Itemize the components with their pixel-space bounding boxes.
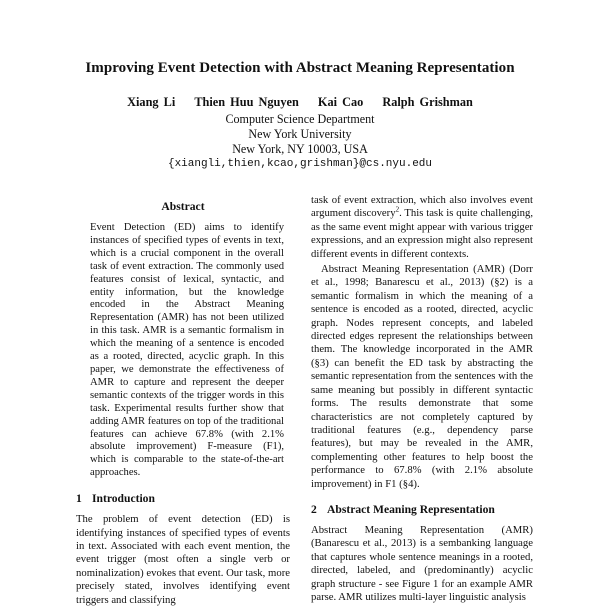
right-column [311, 194, 533, 604]
author-list [0, 95, 600, 110]
paragraph-amr-intro: Abstract Meaning Representation (AMR) (Dorr et al., 1998; Banarescu et al., 2013) (§2) is a semantic formalism in which the meaning of a sentence is encoded as a rooted, directed, acyclic graph. Nodes represent concepts, and labeled directed edges represent the relationships between them. The knowledge incorporated in the AMR (§3) can benefit the ED task by abstracting the semantic representation from the sentences with the same meaning but possibly in different syntactic forms. The results demonstrate that some characteristics are not completely captured by traditional features (e.g., dependency parse features), but may be revealed in the AMR, complementing other features to help boost the performance to 67.8% (with 2.1% absolute improvement) in F1 (§4). [311, 263, 533, 490]
section-title: Introduction [92, 492, 155, 506]
section-number: 1 [76, 492, 82, 506]
section-heading-introduction [76, 492, 290, 505]
affiliation-email: {xiangli,thien,kcao,grishman}@cs.nyu.edu [167, 158, 433, 170]
paragraph-event-extraction [311, 194, 533, 261]
section-number: 2 [311, 502, 317, 516]
section-heading-amr [311, 503, 533, 516]
amr-section-text: Abstract Meaning Representation (AMR) (Banarescu et al., 2013) is a sembanking language that captures whole sentence meanings in a rooted, directed, labeled, and (predominantly) acyclic graph structure - see Figure 1 for an example AMR parse. AMR utilizes multi-layer linguistic analysis [311, 523, 533, 603]
author-name: Xiang Li [127, 95, 176, 109]
affiliation-department: Computer Science Department [225, 112, 375, 126]
abstract-text: Event Detection (ED) aims to identify instances of specified types of events in text, which is a crucial component in the overall task of event extraction. The commonly used features consist of lexical, syntactic, and entity information, but the knowledge encoded in the Abstract Meaning Representation (AMR) has not been utilized in this task. AMR is a semantic formalism in which the meaning of a sentence is encoded as a rooted, directed, acyclic graph. In this paper, we demonstrate the effectiveness of AMR to capture and represent the deeper semantic contexts of the trigger words in this task. Experimental results further show that adding AMR features on top of the traditional features can achieve 67.8% (with 2.1% absolute improvement) F-measure (F1), which is comparable to the state-of-the-art approaches. [90, 222, 284, 479]
affiliation-address: New York, NY 10003, USA [232, 142, 368, 156]
section-title: Abstract Meaning Representation [327, 502, 495, 516]
author-name: Ralph Grishman [382, 95, 473, 109]
paragraph-text: . This task is quite challenging, as the same event might appear with various trigger expressions, and an expression might also represent different events in different contexts. [311, 207, 533, 260]
paragraph-text: task of event extraction, which also involves event argument discovery [311, 194, 533, 220]
affiliation-university: New York University [248, 127, 352, 141]
author-name: Kai Cao [317, 95, 364, 109]
paper-title: Improving Event Detection with Abstract Meaning Representation [85, 60, 515, 76]
footnote-marker: 2 [395, 205, 400, 214]
abstract-heading: Abstract [161, 200, 205, 213]
author-name: Thien Huu Nguyen [194, 95, 299, 109]
introduction-text: The problem of event detection (ED) is identifying instances of specified types of events in text. Associated with each event mention, the event trigger (most often a single verb or nominalization) evokes that event. Our task, more precisely stated, involves identifying event triggers and classifying [76, 513, 290, 606]
left-column [76, 200, 290, 607]
